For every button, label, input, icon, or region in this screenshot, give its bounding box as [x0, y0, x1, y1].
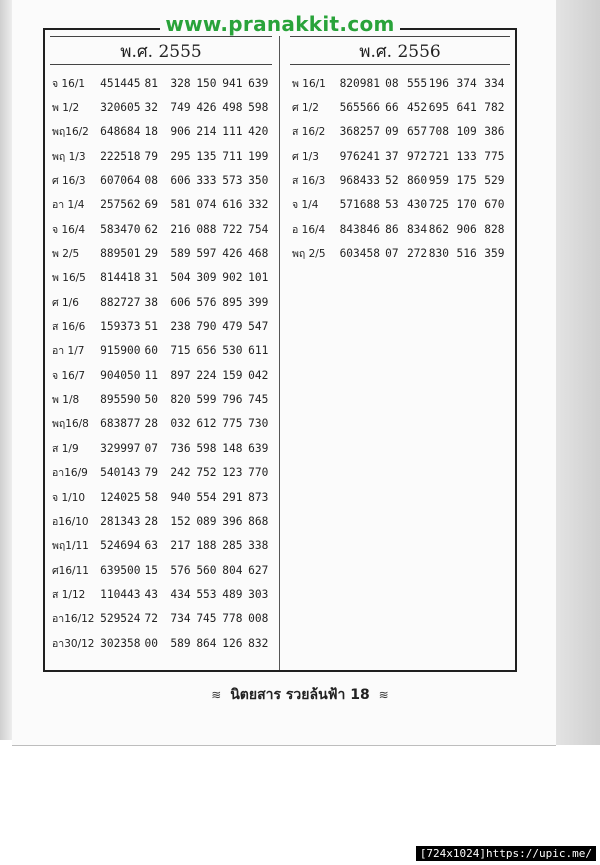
number-c: 560	[196, 563, 217, 577]
number-e: 101	[248, 271, 269, 285]
front-two: 37	[385, 149, 399, 163]
number-d: 133	[456, 149, 477, 163]
draw-date: ส 1/12	[52, 588, 86, 601]
number-d: 498	[222, 101, 243, 115]
front-three: 606	[170, 295, 191, 309]
number-d: 722	[222, 222, 243, 236]
draw-date: ส 16/3	[292, 175, 326, 188]
number-d: 895	[222, 295, 243, 309]
number-c: 426	[196, 101, 217, 115]
draw-date: พ 16/5	[52, 272, 86, 285]
number-d: 374	[456, 76, 477, 90]
first-prize: 124025	[100, 490, 141, 504]
number-e: 386	[484, 125, 505, 139]
front-three: 589	[170, 247, 191, 261]
number-d: 906	[456, 222, 477, 236]
front-two: 50	[144, 393, 158, 407]
draw-date: พฤ1/11	[52, 540, 89, 553]
number-e: 547	[248, 320, 269, 334]
footer-ornament-left: ≋	[211, 688, 222, 702]
number-d: 426	[222, 247, 243, 261]
front-three: 152	[170, 514, 191, 528]
number-e: 770	[248, 466, 269, 480]
number-c: 553	[196, 587, 217, 601]
website-url: www.pranakkit.com	[160, 12, 400, 36]
front-three: 434	[170, 587, 191, 601]
number-d: 804	[222, 563, 243, 577]
result-row	[292, 120, 512, 144]
front-three: 238	[170, 320, 191, 334]
number-d: 641	[456, 101, 477, 115]
draw-date: อา16/12	[52, 613, 95, 626]
front-three: 749	[170, 101, 191, 115]
draw-date: จ 1/10	[52, 491, 86, 504]
draw-date: ศ 1/2	[292, 102, 319, 115]
result-row	[52, 120, 274, 144]
draw-date: พ 16/1	[292, 77, 326, 90]
front-three: 820	[170, 393, 191, 407]
first-prize: 814418	[100, 271, 141, 285]
front-two: 18	[144, 125, 158, 139]
first-prize: 529524	[100, 612, 141, 626]
scan-edge-right	[554, 0, 600, 745]
number-d: 711	[222, 149, 243, 163]
first-prize: 540143	[100, 466, 141, 480]
result-row	[292, 168, 512, 192]
first-prize: 639500	[100, 563, 141, 577]
first-prize: 843846	[339, 222, 380, 236]
number-c: 089	[196, 514, 217, 528]
number-c: 598	[196, 441, 217, 455]
draw-date: ศ 1/6	[52, 296, 79, 309]
draw-date: ส 1/9	[52, 442, 79, 455]
draw-date: อ 16/4	[292, 223, 326, 236]
result-row	[292, 217, 512, 241]
front-two: 00	[144, 636, 158, 650]
front-three: 328	[170, 76, 191, 90]
front-two: 11	[144, 368, 158, 382]
result-row	[52, 217, 274, 241]
number-c: 576	[196, 295, 217, 309]
number-c: 725	[428, 198, 449, 212]
number-d: 616	[222, 198, 243, 212]
result-row	[52, 95, 274, 119]
draw-date: พ 2/5	[52, 248, 80, 261]
number-c: 599	[196, 393, 217, 407]
draw-date: อา 1/7	[52, 345, 85, 358]
number-d: 530	[222, 344, 243, 358]
number-e: 350	[248, 174, 269, 188]
number-e: 745	[248, 393, 269, 407]
results-column-left	[52, 71, 274, 655]
first-prize: 882727	[100, 295, 141, 309]
draw-date: พฤ16/2	[52, 126, 89, 139]
draw-date: จ 16/1	[52, 77, 86, 90]
number-c: 309	[196, 271, 217, 285]
result-row	[52, 144, 274, 168]
draw-date: พ 1/2	[52, 102, 80, 115]
number-e: 873	[248, 490, 269, 504]
number-e: 775	[484, 149, 505, 163]
number-c: 554	[196, 490, 217, 504]
result-row	[52, 509, 274, 533]
number-e: 199	[248, 149, 269, 163]
front-two: 86	[385, 222, 399, 236]
front-two: 79	[144, 466, 158, 480]
number-e: 468	[248, 247, 269, 261]
number-d: 902	[222, 271, 243, 285]
number-c: 150	[196, 76, 217, 90]
result-row	[292, 193, 512, 217]
first-prize: 222518	[100, 149, 141, 163]
front-three: 216	[170, 222, 191, 236]
number-d: 396	[222, 514, 243, 528]
front-two: 09	[385, 125, 399, 139]
first-prize: 648684	[100, 125, 141, 139]
footer-text: นิตยสาร รวยล้นฟ้า 18	[230, 687, 370, 703]
draw-date: อา30/12	[52, 637, 95, 650]
draw-date: อา 1/4	[52, 199, 85, 212]
number-e: 611	[248, 344, 269, 358]
front-three: 576	[170, 563, 191, 577]
front-three: 589	[170, 636, 191, 650]
result-row	[52, 461, 274, 485]
front-two: 62	[144, 222, 158, 236]
front-three: 736	[170, 441, 191, 455]
number-d: 291	[222, 490, 243, 504]
number-e: 754	[248, 222, 269, 236]
number-d: 778	[222, 612, 243, 626]
number-d: 775	[222, 417, 243, 431]
front-two: 07	[144, 441, 158, 455]
number-c: 224	[196, 368, 217, 382]
number-d: 175	[456, 174, 477, 188]
number-d: 126	[222, 636, 243, 650]
front-two: 32	[144, 101, 158, 115]
front-two: 28	[144, 417, 158, 431]
result-row	[52, 387, 274, 411]
front-two: 79	[144, 149, 158, 163]
first-prize: 976241	[339, 149, 380, 163]
year-heading-right: พ.ศ. 2556	[290, 40, 510, 65]
first-prize: 329997	[100, 441, 141, 455]
front-two: 43	[144, 587, 158, 601]
draw-date: ส 16/6	[52, 321, 86, 334]
result-row	[52, 412, 274, 436]
first-prize: 257562	[100, 198, 141, 212]
draw-date: จ 16/7	[52, 369, 86, 382]
year-heading-left: พ.ศ. 2555	[50, 40, 272, 65]
number-c: 135	[196, 149, 217, 163]
number-c: 188	[196, 539, 217, 553]
draw-date: พฤ 1/3	[52, 150, 86, 163]
result-row	[52, 266, 274, 290]
number-c: 864	[196, 636, 217, 650]
number-d: 159	[222, 368, 243, 382]
number-e: 868	[248, 514, 269, 528]
number-c: 959	[428, 174, 449, 188]
number-d: 573	[222, 174, 243, 188]
first-prize: 565566	[339, 101, 380, 115]
front-three: 295	[170, 149, 191, 163]
front-two: 38	[144, 295, 158, 309]
draw-date: พ 1/8	[52, 394, 80, 407]
number-d: 516	[456, 247, 477, 261]
number-e: 332	[248, 198, 269, 212]
draw-date: อา16/9	[52, 467, 88, 480]
number-e: 334	[484, 76, 505, 90]
number-e: 359	[484, 247, 505, 261]
number-d: 123	[222, 466, 243, 480]
result-row	[52, 168, 274, 192]
first-prize: 607064	[100, 174, 141, 188]
draw-date: ศ16/11	[52, 564, 89, 577]
result-row	[52, 71, 274, 95]
front-two: 69	[144, 198, 158, 212]
result-row	[52, 485, 274, 509]
draw-date: ส 16/2	[292, 126, 326, 139]
front-three: 032	[170, 417, 191, 431]
front-three: 657	[406, 125, 428, 139]
number-e: 782	[484, 101, 505, 115]
first-prize: 915900	[100, 344, 141, 358]
number-c: 612	[196, 417, 217, 431]
front-two: 31	[144, 271, 158, 285]
first-prize: 320605	[100, 101, 141, 115]
front-two: 28	[144, 514, 158, 528]
result-row	[52, 436, 274, 460]
first-prize: 451445	[100, 76, 141, 90]
result-row	[292, 71, 512, 95]
front-two: 66	[385, 101, 399, 115]
draw-date: พฤ16/8	[52, 418, 89, 431]
front-three: 504	[170, 271, 191, 285]
front-two: 08	[385, 76, 399, 90]
number-e: 529	[484, 174, 505, 188]
number-c: 074	[196, 198, 217, 212]
front-three: 272	[406, 247, 428, 261]
draw-date: อ16/10	[52, 515, 89, 528]
number-c: 214	[196, 125, 217, 139]
number-d: 111	[222, 125, 243, 139]
first-prize: 302358	[100, 636, 141, 650]
number-e: 008	[248, 612, 269, 626]
front-two: 60	[144, 344, 158, 358]
first-prize: 968433	[339, 174, 380, 188]
first-prize: 524694	[100, 539, 141, 553]
number-e: 338	[248, 539, 269, 553]
number-d: 479	[222, 320, 243, 334]
number-c: 790	[196, 320, 217, 334]
front-two: 52	[385, 174, 399, 188]
front-three: 452	[406, 101, 428, 115]
front-two: 15	[144, 563, 158, 577]
draw-date: จ 1/4	[292, 199, 319, 212]
first-prize: 571688	[339, 198, 380, 212]
front-three: 972	[406, 149, 428, 163]
number-c: 656	[196, 344, 217, 358]
front-three: 581	[170, 198, 191, 212]
number-e: 042	[248, 368, 269, 382]
front-two: 58	[144, 490, 158, 504]
column-divider	[279, 30, 280, 670]
front-two: 29	[144, 247, 158, 261]
front-three: 606	[170, 174, 191, 188]
number-d: 170	[456, 198, 477, 212]
front-three: 555	[406, 76, 428, 90]
number-c: 708	[428, 125, 449, 139]
result-row	[52, 607, 274, 631]
result-row	[292, 241, 512, 265]
result-row	[52, 582, 274, 606]
number-c: 695	[428, 101, 449, 115]
first-prize: 603458	[339, 247, 380, 261]
front-three: 834	[406, 222, 428, 236]
result-row	[52, 241, 274, 265]
result-row	[52, 363, 274, 387]
result-row	[52, 290, 274, 314]
result-row	[52, 339, 274, 363]
draw-date: จ 16/4	[52, 223, 86, 236]
magazine-footer	[0, 684, 600, 706]
result-row	[292, 95, 512, 119]
front-two: 63	[144, 539, 158, 553]
front-three: 897	[170, 368, 191, 382]
number-d: 796	[222, 393, 243, 407]
number-e: 730	[248, 417, 269, 431]
number-e: 639	[248, 441, 269, 455]
first-prize: 904050	[100, 368, 141, 382]
number-d: 489	[222, 587, 243, 601]
number-c: 196	[428, 76, 449, 90]
first-prize: 110443	[100, 587, 141, 601]
first-prize: 281343	[100, 514, 141, 528]
number-e: 670	[484, 198, 505, 212]
first-prize: 820981	[339, 76, 380, 90]
front-two: 08	[144, 174, 158, 188]
first-prize: 895590	[100, 393, 141, 407]
number-c: 745	[196, 612, 217, 626]
number-e: 832	[248, 636, 269, 650]
front-three: 860	[406, 174, 428, 188]
number-d: 285	[222, 539, 243, 553]
number-c: 333	[196, 174, 217, 188]
result-row	[52, 631, 274, 655]
number-e: 303	[248, 587, 269, 601]
result-row	[52, 314, 274, 338]
number-e: 399	[248, 295, 269, 309]
front-three: 242	[170, 466, 191, 480]
number-e: 828	[484, 222, 505, 236]
number-d: 148	[222, 441, 243, 455]
first-prize: 583470	[100, 222, 141, 236]
front-two: 53	[385, 198, 399, 212]
front-three: 430	[406, 198, 428, 212]
first-prize: 159373	[100, 320, 141, 334]
number-c: 088	[196, 222, 217, 236]
draw-date: ศ 1/3	[292, 150, 319, 163]
image-host-stamp: [724x1024]https://upic.me/	[416, 846, 596, 861]
number-c: 597	[196, 247, 217, 261]
front-two: 81	[144, 76, 158, 90]
front-three: 734	[170, 612, 191, 626]
number-e: 639	[248, 76, 269, 90]
front-two: 07	[385, 247, 399, 261]
front-three: 906	[170, 125, 191, 139]
draw-date: พฤ 2/5	[292, 248, 326, 261]
front-three: 217	[170, 539, 191, 553]
number-d: 941	[222, 76, 243, 90]
draw-date: ศ 16/3	[52, 175, 86, 188]
number-c: 830	[428, 247, 449, 261]
number-c: 752	[196, 466, 217, 480]
first-prize: 683877	[100, 417, 141, 431]
footer-ornament-right: ≋	[378, 688, 389, 702]
results-column-right	[292, 71, 512, 266]
front-two: 72	[144, 612, 158, 626]
number-c: 721	[428, 149, 449, 163]
number-d: 109	[456, 125, 477, 139]
number-e: 598	[248, 101, 269, 115]
front-three: 940	[170, 490, 191, 504]
first-prize: 889501	[100, 247, 141, 261]
result-row	[292, 144, 512, 168]
number-e: 627	[248, 563, 269, 577]
result-row	[52, 193, 274, 217]
front-three: 715	[170, 344, 191, 358]
result-row	[52, 558, 274, 582]
number-e: 420	[248, 125, 269, 139]
front-two: 51	[144, 320, 158, 334]
number-c: 862	[428, 222, 449, 236]
result-row	[52, 534, 274, 558]
first-prize: 368257	[339, 125, 380, 139]
